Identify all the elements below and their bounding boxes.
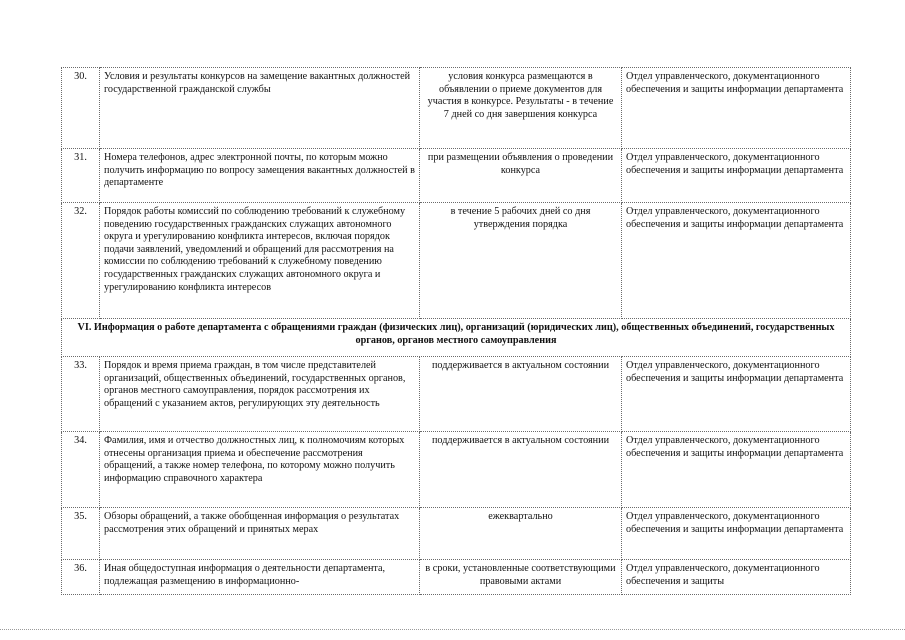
table-row — [62, 149, 851, 203]
table-row — [62, 432, 851, 508]
row-term: ежеквартально — [420, 508, 622, 560]
row-responsible: Отдел управленческого, документационного обеспечения и защиты информации департамента — [622, 432, 851, 508]
row-term: в течение 5 рабочих дней со дня утверждения порядка — [420, 203, 622, 319]
row-term: в сроки, установленные соответствующими правовыми актами — [420, 560, 622, 595]
row-term: поддерживается в актуальном состоянии — [420, 432, 622, 508]
row-description: Фамилия, имя и отчество должностных лиц, к полномочиям которых отнесены организация приема и обеспечение рассмотрения обращений, а также номер телефона, по которому можно получить информацию справочного характера — [100, 432, 420, 508]
information-table — [61, 67, 851, 595]
row-description: Порядок работы комиссий по соблюдению требований к служебному поведению государственных гражданских служащих автономного округа и урегулированию конфликта интересов, включая порядок подачи заявлений, уведомлений и обращений для рассмотрения на комиссии по соблюдению требований к служебному поведению государственных гражданских служащих автономного округа и урегулированию конфликта интересов — [100, 203, 420, 319]
row-responsible: Отдел управленческого, документационного обеспечения и защиты — [622, 560, 851, 595]
row-number: 30. — [62, 68, 100, 149]
row-description: Обзоры обращений, а также обобщенная информация о результатах рассмотрения этих обращений и принятых мерах — [100, 508, 420, 560]
row-term: поддерживается в актуальном состоянии — [420, 357, 622, 432]
section-heading-row — [62, 319, 851, 357]
row-number: 31. — [62, 149, 100, 203]
row-number: 33. — [62, 357, 100, 432]
row-description: Номера телефонов, адрес электронной почты, по которым можно получить информацию по вопросу замещения вакантных должностей в департаменте — [100, 149, 420, 203]
page-bottom-divider — [0, 629, 905, 630]
table-row — [62, 68, 851, 149]
table-row — [62, 508, 851, 560]
row-term: условия конкурса размещаются в объявлении о приеме документов для участия в конкурсе. Результаты - в течение 7 дней со дня завершения конкурса — [420, 68, 622, 149]
row-description: Порядок и время приема граждан, в том числе представителей организаций, общественных объединений, государственных органов, органов местного самоуправления, порядок рассмотрения их обращений с указанием актов, регулирующих эту деятельность — [100, 357, 420, 432]
row-number: 32. — [62, 203, 100, 319]
row-responsible: Отдел управленческого, документационного обеспечения и защиты информации департамента — [622, 149, 851, 203]
row-description: Иная общедоступная информация о деятельности департамента, подлежащая размещению в информационно- — [100, 560, 420, 595]
row-number: 35. — [62, 508, 100, 560]
row-responsible: Отдел управленческого, документационного обеспечения и защиты информации департамента — [622, 203, 851, 319]
row-number: 34. — [62, 432, 100, 508]
row-term: при размещении объявления о проведении конкурса — [420, 149, 622, 203]
row-responsible: Отдел управленческого, документационного обеспечения и защиты информации департамента — [622, 68, 851, 149]
row-number: 36. — [62, 560, 100, 595]
table-row — [62, 203, 851, 319]
row-responsible: Отдел управленческого, документационного обеспечения и защиты информации департамента — [622, 508, 851, 560]
section-heading: VI. Информация о работе департамента с обращениями граждан (физических лиц), организаций (юридических лиц), общественных объединений, государственных органов, органов местного самоуправления — [62, 319, 851, 357]
row-description: Условия и результаты конкурсов на замещение вакантных должностей государственной гражданской службы — [100, 68, 420, 149]
row-responsible: Отдел управленческого, документационного обеспечения и защиты информации департамента — [622, 357, 851, 432]
table-row — [62, 560, 851, 595]
table-row — [62, 357, 851, 432]
